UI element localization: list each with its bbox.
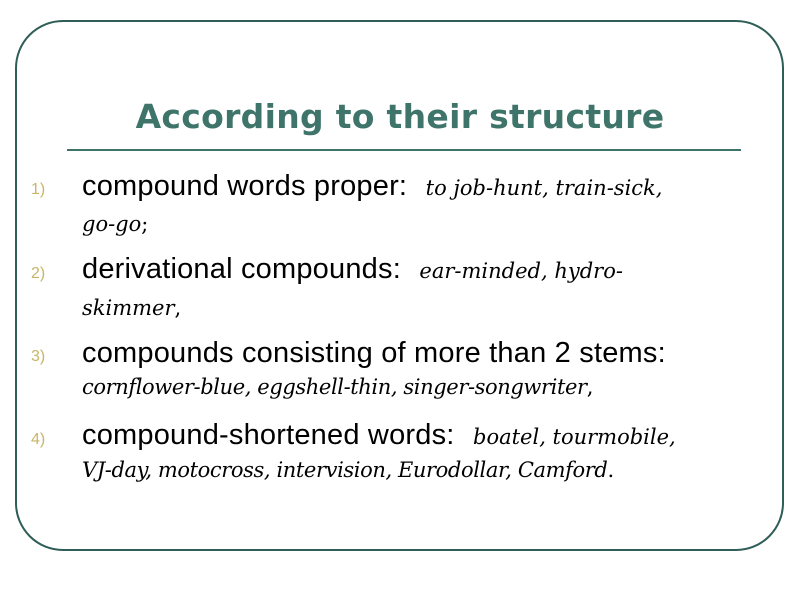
list-item-line [82,170,662,203]
list-item-line [82,212,148,236]
item-number: 2) [31,265,46,282]
item-punctuation: , [586,375,594,399]
item-examples: to job-hunt, train-sick, [425,176,663,200]
item-punctuation: . [607,458,615,482]
list-item-line [82,253,623,286]
item-term: compound words proper: [82,170,408,202]
slide-title: According to their structure [135,97,665,136]
list-item-line [82,419,676,452]
item-number: 1) [31,181,46,198]
list-item-line [82,296,181,320]
item-examples: cornflower-blue, eggshell-thin, singer-songwriter [82,375,587,399]
item-number: 4) [31,431,46,448]
item-punctuation: ; [141,212,149,236]
item-number: 3) [31,348,46,365]
item-examples: ear-minded, hydro- [419,259,623,283]
list-item-line [82,458,614,482]
list-item-line [82,337,666,370]
item-term: compounds consisting of more than 2 stems: [82,337,666,369]
item-term: derivational compounds: [82,253,401,285]
item-examples: skimmer [82,296,175,320]
list-item-line [82,375,593,399]
item-examples: go-go [82,212,142,236]
item-punctuation: , [174,296,182,320]
item-term: compound-shortened words: [82,419,455,451]
item-examples: VJ-day, motocross, intervision, Eurodollar, Camford [82,458,608,482]
item-examples: boatel, tourmobile, [473,425,676,449]
